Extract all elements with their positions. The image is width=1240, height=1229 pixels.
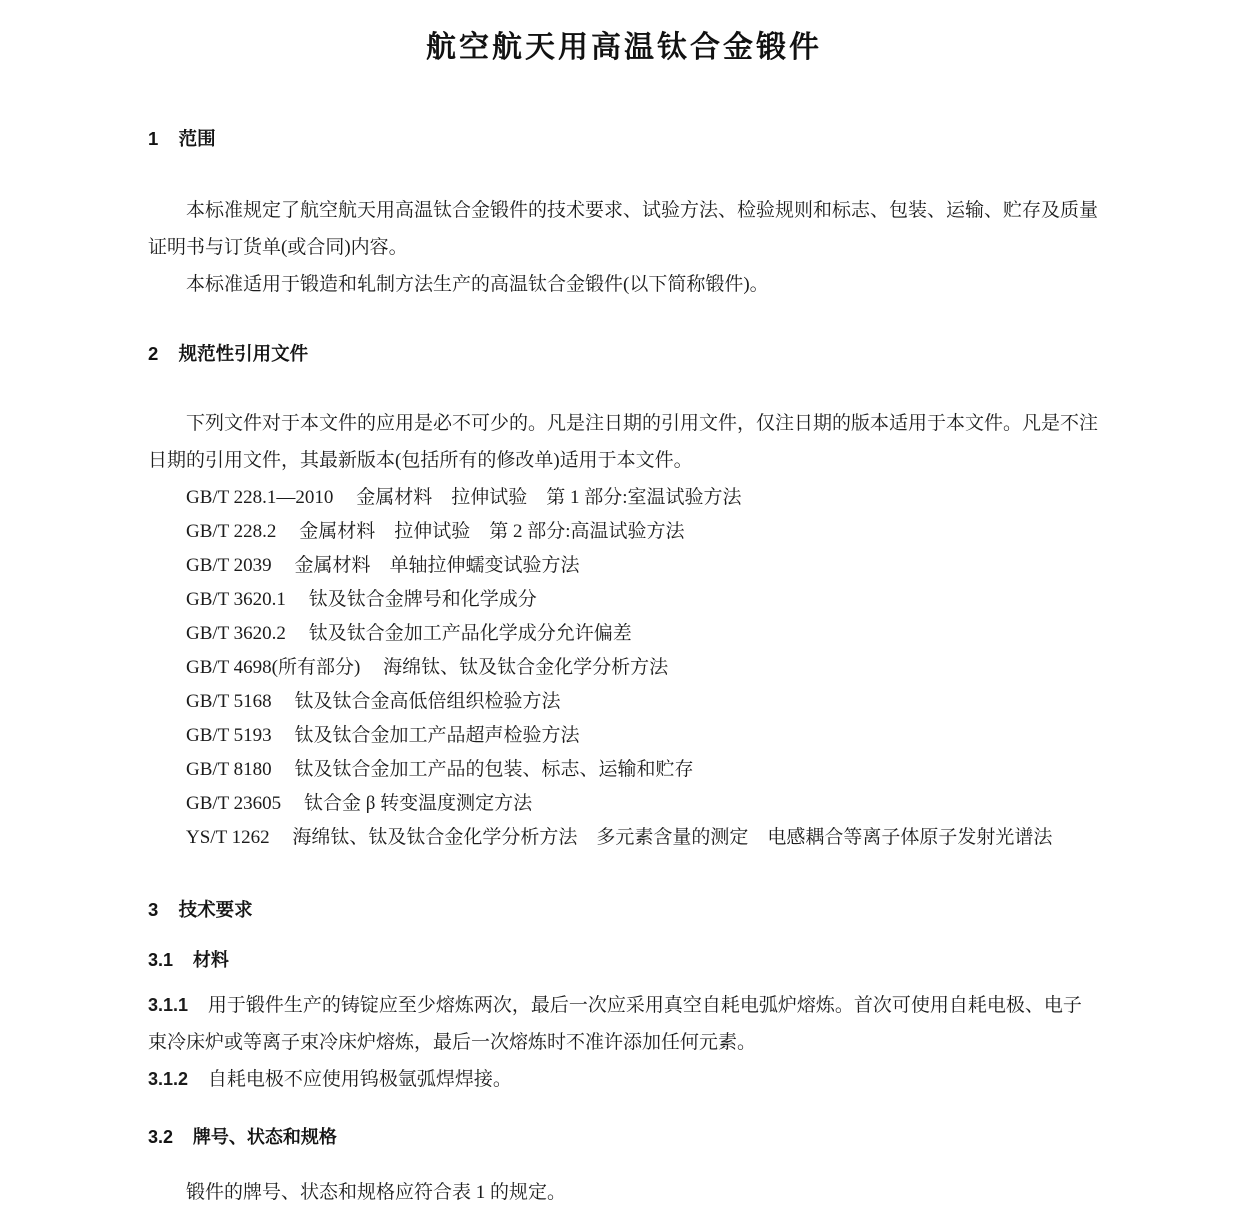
section-2-number: 2 bbox=[148, 343, 159, 364]
reference-code: GB/T 228.1—2010 bbox=[186, 487, 334, 508]
section-2-heading bbox=[148, 343, 1100, 365]
clause-3-1-2 bbox=[148, 1061, 1100, 1098]
section-3-2-body bbox=[148, 1174, 1100, 1211]
reference-item bbox=[148, 549, 1100, 583]
reference-title: 钛及钛合金牌号和化学成分 bbox=[308, 589, 537, 610]
reference-code: GB/T 3620.1 bbox=[186, 589, 286, 610]
reference-title: 钛及钛合金加工产品的包装、标志、运输和贮存 bbox=[294, 759, 694, 780]
section-1-title: 范围 bbox=[178, 128, 216, 149]
reference-item bbox=[148, 821, 1100, 855]
reference-title: 钛及钛合金加工产品化学成分允许偏差 bbox=[308, 623, 632, 644]
reference-item bbox=[148, 651, 1100, 685]
reference-title: 金属材料 单轴拉伸蠕变试验方法 bbox=[294, 555, 580, 576]
reference-code: GB/T 5168 bbox=[186, 691, 272, 712]
reference-code: GB/T 23605 bbox=[186, 793, 282, 814]
reference-item bbox=[148, 719, 1100, 753]
section-3-2-title: 牌号、状态和规格 bbox=[192, 1127, 337, 1147]
section-1-body bbox=[148, 192, 1100, 303]
reference-item bbox=[148, 753, 1100, 787]
section-3-number: 3 bbox=[148, 899, 159, 920]
reference-code: GB/T 5193 bbox=[186, 725, 272, 746]
section-3-2-number: 3.2 bbox=[148, 1127, 174, 1147]
clause-number: 3.1.2 bbox=[148, 1069, 189, 1089]
reference-code: GB/T 8180 bbox=[186, 759, 272, 780]
reference-list bbox=[148, 481, 1100, 855]
document-title: 航空航天用高温钛合金锻件 bbox=[426, 31, 822, 64]
section-3-1-body bbox=[148, 987, 1100, 1098]
reference-title: 钛及钛合金加工产品超声检验方法 bbox=[294, 725, 580, 746]
section-3-1-number: 3.1 bbox=[148, 950, 174, 970]
reference-item bbox=[148, 787, 1100, 821]
section-2-title: 规范性引用文件 bbox=[178, 343, 309, 364]
scope-paragraph-2: 本标准适用于锻造和轧制方法生产的高温钛合金锻件(以下简称锻件)。 bbox=[186, 274, 769, 295]
clause-number: 3.1.1 bbox=[148, 995, 189, 1015]
section-3-title: 技术要求 bbox=[178, 899, 253, 920]
section-2-intro bbox=[148, 405, 1100, 479]
section-3-1-heading bbox=[148, 949, 1100, 971]
reference-item bbox=[148, 515, 1100, 549]
reference-code: GB/T 2039 bbox=[186, 555, 272, 576]
reference-item bbox=[148, 685, 1100, 719]
reference-code: GB/T 228.2 bbox=[186, 521, 277, 542]
section-1-heading bbox=[148, 128, 1100, 150]
reference-title: 钛合金 β 转变温度测定方法 bbox=[303, 793, 533, 814]
clause-text: 自耗电极不应使用钨极氩弧焊焊接。 bbox=[207, 1069, 512, 1090]
reference-item bbox=[148, 481, 1100, 515]
reference-title: 海绵钛、钛及钛合金化学分析方法 多元素含量的测定 电感耦合等离子体原子发射光谱法 bbox=[292, 827, 1053, 848]
reference-item bbox=[148, 583, 1100, 617]
reference-code: YS/T 1262 bbox=[186, 827, 270, 848]
reference-title: 海绵钛、钛及钛合金化学分析方法 bbox=[383, 657, 669, 678]
reference-code: GB/T 4698(所有部分) bbox=[186, 657, 361, 678]
reference-code: GB/T 3620.2 bbox=[186, 623, 286, 644]
reference-title: 金属材料 拉伸试验 第 1 部分:室温试验方法 bbox=[356, 487, 742, 508]
section-3-heading bbox=[148, 899, 1100, 921]
reference-title: 金属材料 拉伸试验 第 2 部分:高温试验方法 bbox=[299, 521, 685, 542]
section-3-2-heading bbox=[148, 1126, 1100, 1148]
scope-paragraph-1: 本标准规定了航空航天用高温钛合金锻件的技术要求、试验方法、检验规则和标志、包装、运输、贮存及质量证明书与订货单(或合同)内容。 bbox=[148, 200, 1099, 258]
designation-paragraph: 锻件的牌号、状态和规格应符合表 1 的规定。 bbox=[186, 1182, 567, 1203]
section-1-number: 1 bbox=[148, 128, 159, 149]
clause-3-1-1 bbox=[148, 987, 1100, 1061]
reference-title: 钛及钛合金高低倍组织检验方法 bbox=[294, 691, 561, 712]
reference-item bbox=[148, 617, 1100, 651]
section-3-1-title: 材料 bbox=[192, 950, 229, 970]
references-intro-paragraph: 下列文件对于本文件的应用是必不可少的。凡是注日期的引用文件，仅注日期的版本适用于本文件。凡是不注日期的引用文件，其最新版本(包括所有的修改单)适用于本文件。 bbox=[148, 413, 1099, 471]
clause-text: 用于锻件生产的铸锭应至少熔炼两次，最后一次应采用真空自耗电弧炉熔炼。首次可使用自耗电极、电子束冷床炉或等离子束冷床炉熔炼，最后一次熔炼时不准许添加任何元素。 bbox=[148, 995, 1082, 1053]
